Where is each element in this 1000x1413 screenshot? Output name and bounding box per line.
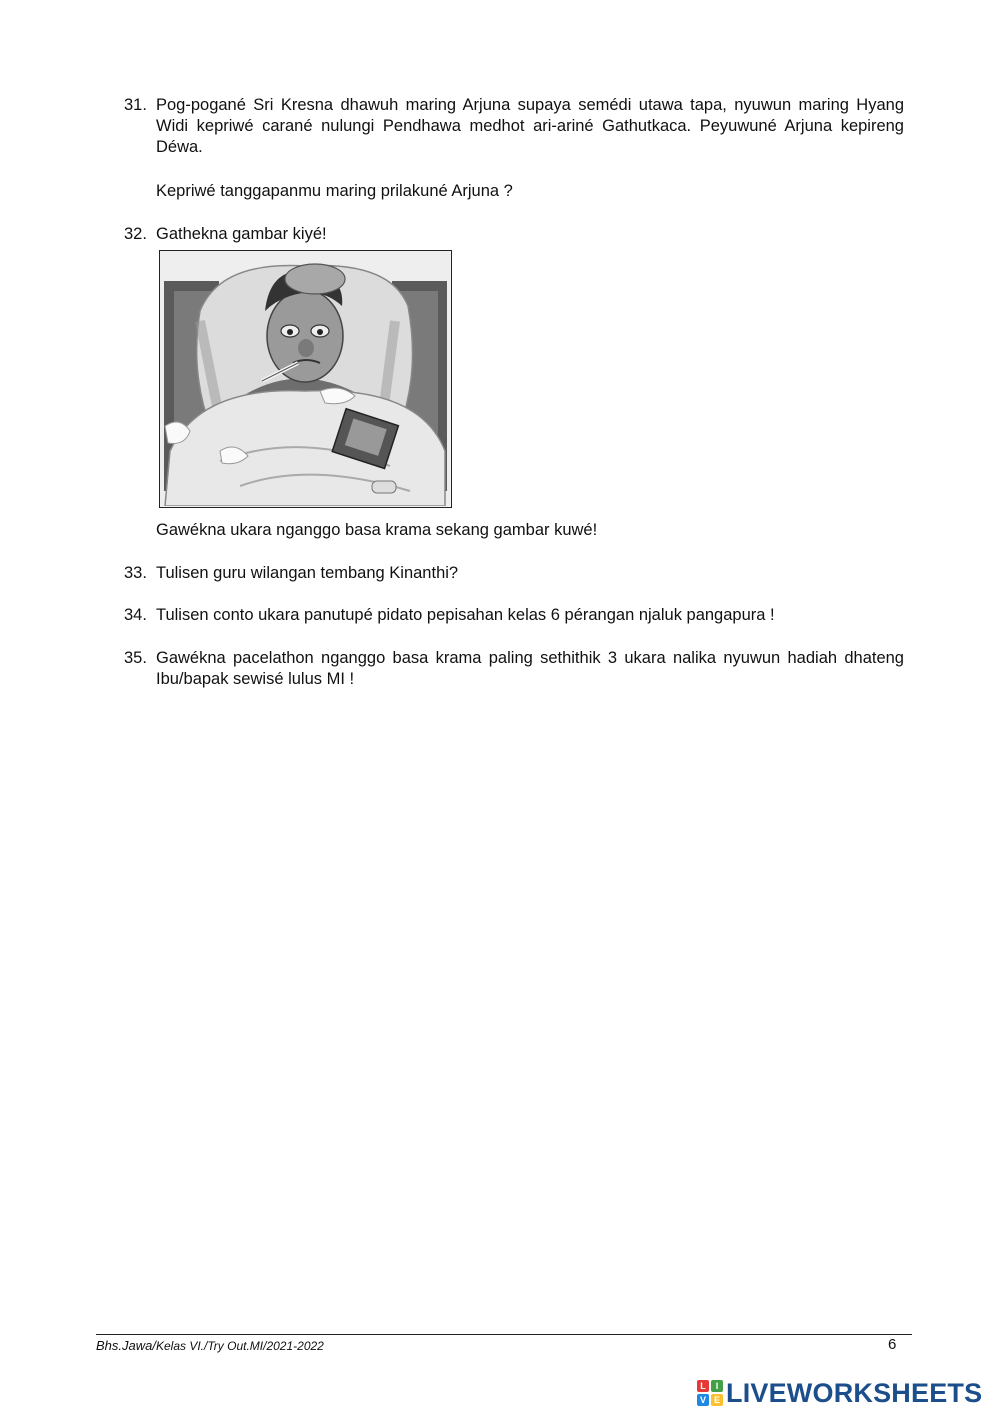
question-31-prompt: Kepriwé tanggapanmu maring prilakuné Arjuna ?	[156, 182, 513, 200]
question-35	[124, 648, 904, 690]
footer-course-info	[96, 1338, 324, 1353]
footer-subject: Bhs.Jawa/	[96, 1338, 156, 1353]
question-32	[124, 224, 904, 245]
question-34	[124, 605, 904, 626]
brand-mark-letter: V	[697, 1394, 709, 1406]
question-text: Tulisen guru wilangan tembang Kinanthi?	[156, 564, 459, 582]
brand-mark-letter: I	[711, 1380, 723, 1392]
question-number: 34.	[124, 606, 147, 624]
question-text: Gawékna pacelathon nganggo basa krama paling sethithik 3 ukara nalika nyuwun hadiah dhateng Ibu/bapak sewisé lulus MI !	[156, 649, 904, 688]
question-number: 31.	[124, 96, 147, 114]
liveworksheets-wordmark: LIVEWORKSHEETS	[726, 1377, 983, 1408]
question-32-prompt: Gawékna ukara nganggo basa krama sekang gambar kuwé!	[156, 521, 598, 539]
question-text: Tulisen conto ukara panutupé pidato pepisahan kelas 6 pérangan njaluk pangapura !	[156, 606, 775, 624]
question-31	[124, 95, 904, 158]
sick-man-illustration	[159, 250, 452, 508]
sick-man-in-bed-icon	[160, 251, 450, 506]
question-text: Pog-pogané Sri Kresna dhawuh maring Arjuna supaya semédi utawa tapa, nyuwun maring Hyang Widi kepriwé carané nulungi Pendhawa medhot ari-ariné Gathutkaca. Peyuwuné Arjuna kepireng Déwa.	[156, 96, 904, 156]
question-number: 32.	[124, 225, 147, 243]
question-number: 33.	[124, 564, 147, 582]
liveworksheets-mark-icon	[697, 1380, 723, 1406]
question-33	[124, 563, 904, 584]
brand-mark-letter: E	[711, 1394, 723, 1406]
page-number: 6	[888, 1336, 897, 1353]
liveworksheets-logo[interactable]	[697, 1378, 982, 1408]
question-text: Gathekna gambar kiyé!	[156, 225, 327, 243]
footer-class-info: Kelas VI./Try Out.MI/2021-2022	[155, 1339, 324, 1353]
footer-divider	[96, 1334, 912, 1335]
question-number: 35.	[124, 649, 147, 667]
brand-mark-letter: L	[697, 1380, 709, 1392]
